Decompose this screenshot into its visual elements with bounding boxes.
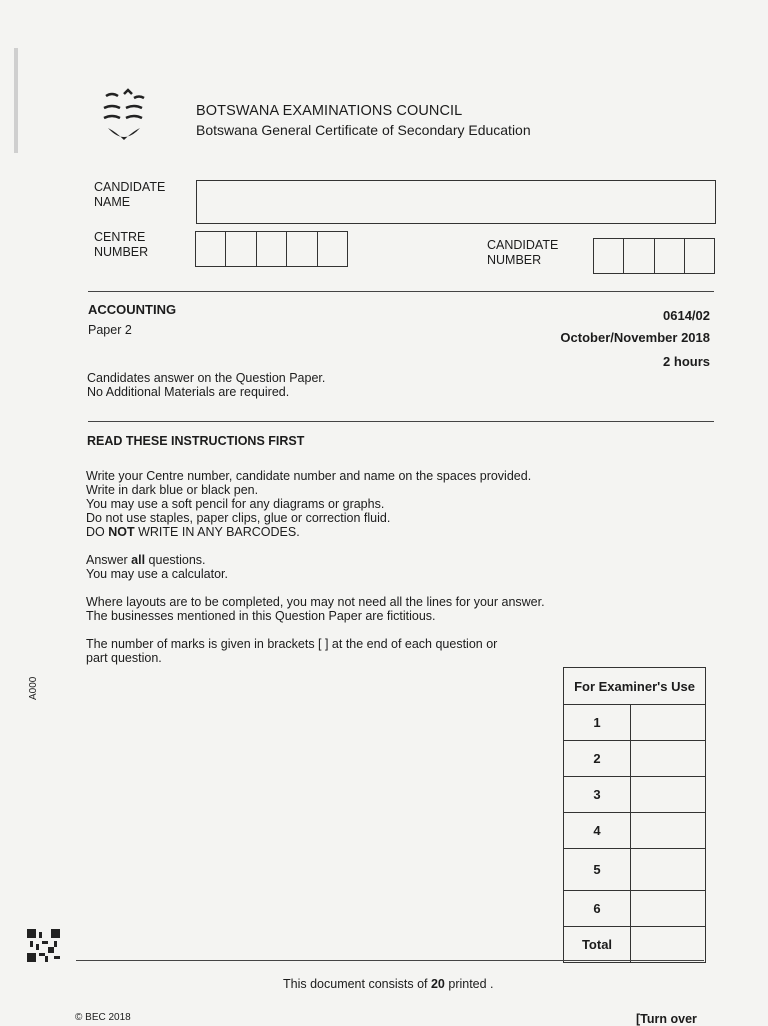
examiner-row-label: 4	[564, 813, 631, 849]
examiner-total-cell[interactable]	[631, 927, 706, 963]
examiner-use-table	[563, 667, 706, 963]
certificate-name: Botswana General Certificate of Secondary Education	[196, 122, 531, 138]
divider-middle	[88, 421, 714, 422]
examiner-row-label: 2	[564, 741, 631, 777]
divider-bottom	[76, 960, 704, 961]
exam-duration: 2 hours	[663, 354, 710, 369]
materials-note: Candidates answer on the Question Paper. No Additional Materials are required.	[87, 371, 326, 399]
examiner-use-heading: For Examiner's Use	[564, 668, 706, 705]
paper-code: 0614/02	[663, 308, 710, 323]
centre-number-field[interactable]	[195, 231, 348, 267]
examiner-mark-cell[interactable]	[631, 777, 706, 813]
candidate-number-field[interactable]	[593, 238, 715, 274]
examiner-mark-cell[interactable]	[631, 891, 706, 927]
page-count-note: This document consists of 20 printed .	[283, 977, 494, 991]
examiner-mark-cell[interactable]	[631, 741, 706, 777]
examiner-row-label: Total	[564, 927, 631, 963]
bec-logo-icon	[102, 86, 146, 148]
candidate-name-field[interactable]	[196, 180, 716, 224]
examiner-mark-cell[interactable]	[631, 849, 706, 891]
copyright: © BEC 2018	[75, 1012, 131, 1023]
exam-session: October/November 2018	[560, 330, 710, 345]
subject-title: ACCOUNTING	[88, 302, 177, 317]
candidate-number-label: CANDIDATE NUMBER	[487, 238, 559, 267]
examiner-row-label: 3	[564, 777, 631, 813]
margin-code: A000	[28, 676, 39, 700]
instructions-block: Write your Centre number, candidate number and name on the spaces provided. Write in dark blue or black pen. You may use a soft pencil for any diagrams or graphs. Do not use staples, paper clips, glue or correction fluid. DO NOT WRITE IN ANY BARCODES. Answer all questions. You may use a calculator. Where layouts are to be completed, you may not need all the lines for your answer. The businesses mentioned in this Question Paper are fictitious. The number of marks is given in brackets [ ] at the end of each question or part question.	[86, 469, 545, 665]
centre-number-label: CENTRE NUMBER	[94, 230, 149, 259]
barcode-icon	[27, 929, 60, 962]
candidate-name-label: CANDIDATE NAME	[94, 180, 166, 209]
divider-top	[88, 291, 714, 292]
examiner-row-label: 6	[564, 891, 631, 927]
examiner-mark-cell[interactable]	[631, 813, 706, 849]
paper-number: Paper 2	[88, 323, 132, 337]
scan-edge-mark	[14, 48, 18, 153]
examiner-row-label: 5	[564, 849, 631, 891]
turn-over: [Turn over	[636, 1012, 697, 1026]
council-name: BOTSWANA EXAMINATIONS COUNCIL	[196, 103, 463, 119]
instructions-heading: READ THESE INSTRUCTIONS FIRST	[87, 434, 305, 448]
examiner-row-label: 1	[564, 705, 631, 741]
examiner-mark-cell[interactable]	[631, 705, 706, 741]
